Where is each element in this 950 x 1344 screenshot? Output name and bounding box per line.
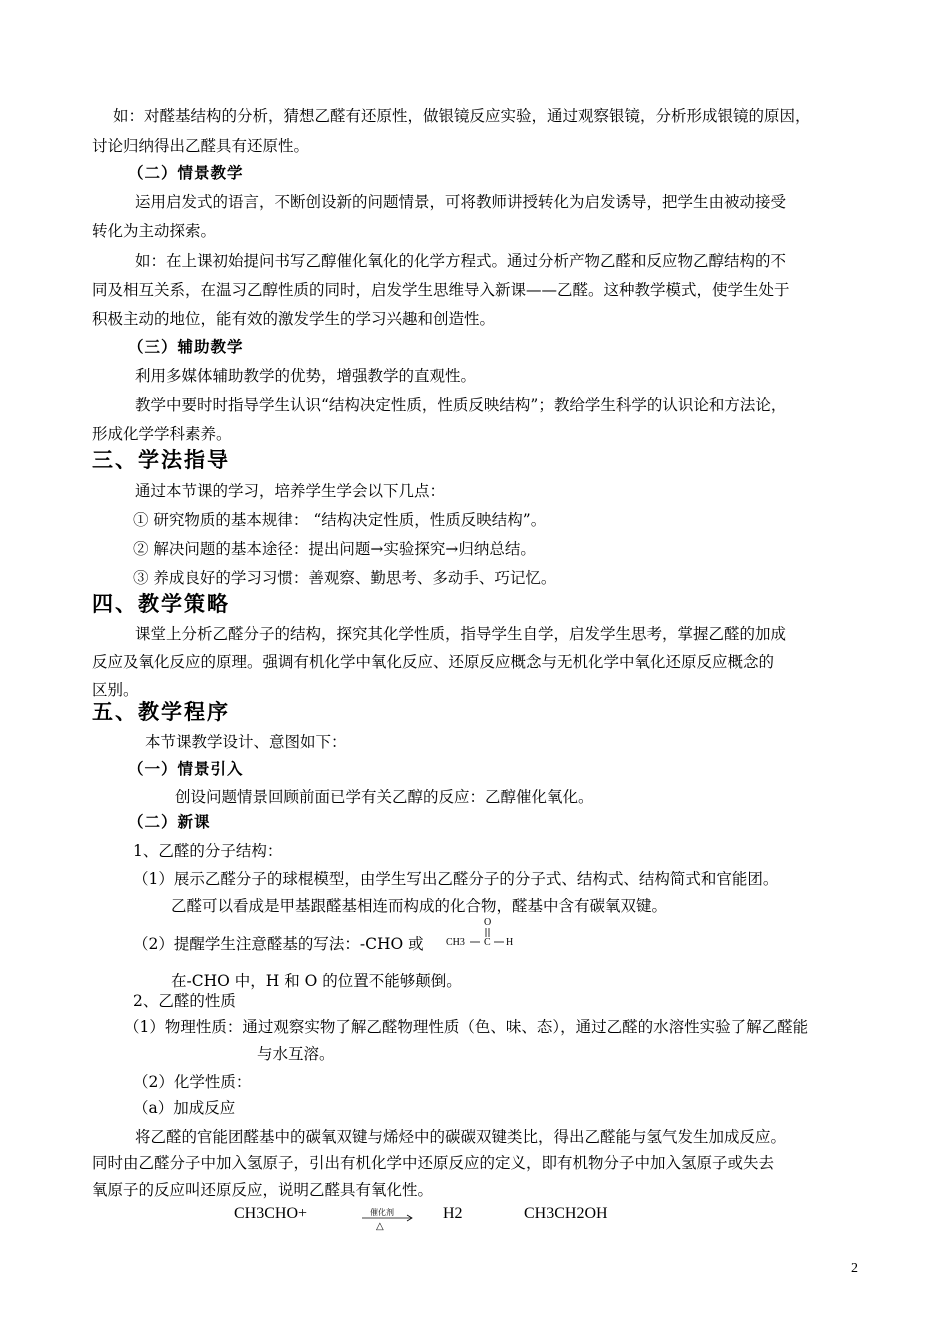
paragraph-line: 与水互溶。: [257, 1045, 335, 1063]
oxygen-atom-label: O: [484, 917, 492, 928]
paragraph-line: （1）展示乙醛分子的球棍模型，由学生写出乙醛分子的分子式、结构式、结构简式和官能团。: [133, 870, 779, 888]
methyl-label: CH3: [446, 937, 465, 948]
paragraph-line: 乙醛可以看成是甲基跟醛基相连而构成的化合物，醛基中含有碳氧双键。: [171, 897, 668, 915]
paragraph-line: 区别。: [92, 681, 139, 699]
heat-symbol: △: [376, 1221, 384, 1232]
equation-reactant: CH3CHO+: [234, 1205, 308, 1222]
paragraph-line: 同时由乙醛分子中加入氢原子，引出有机化学中还原反应的定义，即有机物分子中加入氢原子或失去: [92, 1154, 775, 1172]
carbon-atom-label: C: [484, 937, 491, 948]
paragraph-line: 教学中要时时指导学生认识“结构决定性质，性质反映结构”；教给学生科学的认识论和方法论，: [135, 396, 787, 414]
hydrogen-atom-label: H: [506, 937, 514, 948]
paragraph-line: 反应及氧化反应的原理。强调有机化学中氧化反应、还原反应概念与无机化学中氧化还原反应概念的: [92, 653, 775, 671]
equation-hydrogen: H2: [443, 1205, 463, 1222]
subsection-heading: （二）新课: [128, 813, 211, 831]
paragraph-line: 形成化学学科素养。: [92, 425, 232, 443]
subsection-heading: （一）情景引入: [128, 760, 244, 778]
paragraph-line: 运用启发式的语言，不断创设新的问题情景，可将教师讲授转化为启发诱导，把学生由被动接受: [135, 193, 787, 211]
equation-product: CH3CH2OH: [524, 1205, 608, 1222]
paragraph-line: 创设问题情景回顾前面已学有关乙醇的反应：乙醇催化氧化。: [175, 788, 594, 806]
paragraph-line: 如：在上课初始提问书写乙醇催化氧化的化学方程式。通过分析产物乙醛和反应物乙醇结构的不: [135, 252, 787, 270]
subsection-heading: （三）辅助教学: [128, 338, 244, 356]
section-heading: 五、教学程序: [92, 700, 230, 724]
paragraph-line: 讨论归纳得出乙醛具有还原性。: [92, 137, 310, 155]
paragraph-line: 同及相互关系，在温习乙醇性质的同时，启发学生思维导入新课——乙醛。这种教学模式，使学生处于: [92, 281, 790, 299]
paragraph-line: 2、乙醛的性质: [133, 992, 236, 1010]
list-item: ① 研究物质的基本规律： “结构决定性质，性质反映结构”。: [133, 511, 547, 529]
paragraph-line: 转化为主动探索。: [92, 222, 217, 240]
paragraph-line: （2）提醒学生注意醛基的写法：-CHO 或: [133, 935, 424, 953]
paragraph-line: 积极主动的地位，能有效的激发学生的学习兴趣和创造性。: [92, 310, 496, 328]
list-item: ② 解决问题的基本途径：提出问题→实验探究→归纳总结。: [133, 540, 536, 558]
paragraph-line: 如：对醛基结构的分析，猜想乙醛有还原性，做银镜反应实验，通过观察银镜，分析形成银镜的原因，: [113, 107, 811, 125]
paragraph-line: （1）物理性质：通过观察实物了解乙醛物理性质（色、味、态），通过乙醛的水溶性实验了解乙醛能: [124, 1018, 809, 1036]
list-item: ③ 养成良好的学习习惯：善观察、勤思考、多动手、巧记忆。: [133, 569, 557, 587]
section-heading: 四、教学策略: [92, 592, 230, 616]
paragraph-line: 通过本节课的学习，培养学生学会以下几点：: [135, 482, 446, 500]
subsection-heading: （二）情景教学: [128, 164, 244, 182]
paragraph-line: 课堂上分析乙醛分子的结构，探究其化学性质，指导学生自学，启发学生思考，掌握乙醛的加成: [135, 625, 787, 643]
paragraph-line: 在-CHO 中，H 和 O 的位置不能够颠倒。: [171, 972, 462, 990]
page-number: 2: [851, 1261, 858, 1276]
paragraph-line: （2）化学性质：: [133, 1073, 252, 1091]
paragraph-line: 1、乙醛的分子结构：: [133, 842, 283, 860]
paragraph-line: 氧原子的反应叫还原反应，说明乙醛具有氧化性。: [92, 1181, 434, 1199]
catalyst-label: 催化剂: [370, 1208, 394, 1217]
paragraph-line: （a）加成反应: [133, 1099, 236, 1117]
section-heading: 三、学法指导: [92, 448, 230, 472]
aldehyde-structural-formula: [440, 914, 530, 950]
paragraph-line: 将乙醛的官能团醛基中的碳氧双键与烯烃中的碳碳双键类比，得出乙醛能与氢气发生加成反应。: [135, 1128, 787, 1146]
paragraph-line: 利用多媒体辅助教学的优势，增强教学的直观性。: [135, 367, 477, 385]
paragraph-line: 本节课教学设计、意图如下：: [145, 733, 347, 751]
catalyst-arrow: [358, 1206, 418, 1232]
